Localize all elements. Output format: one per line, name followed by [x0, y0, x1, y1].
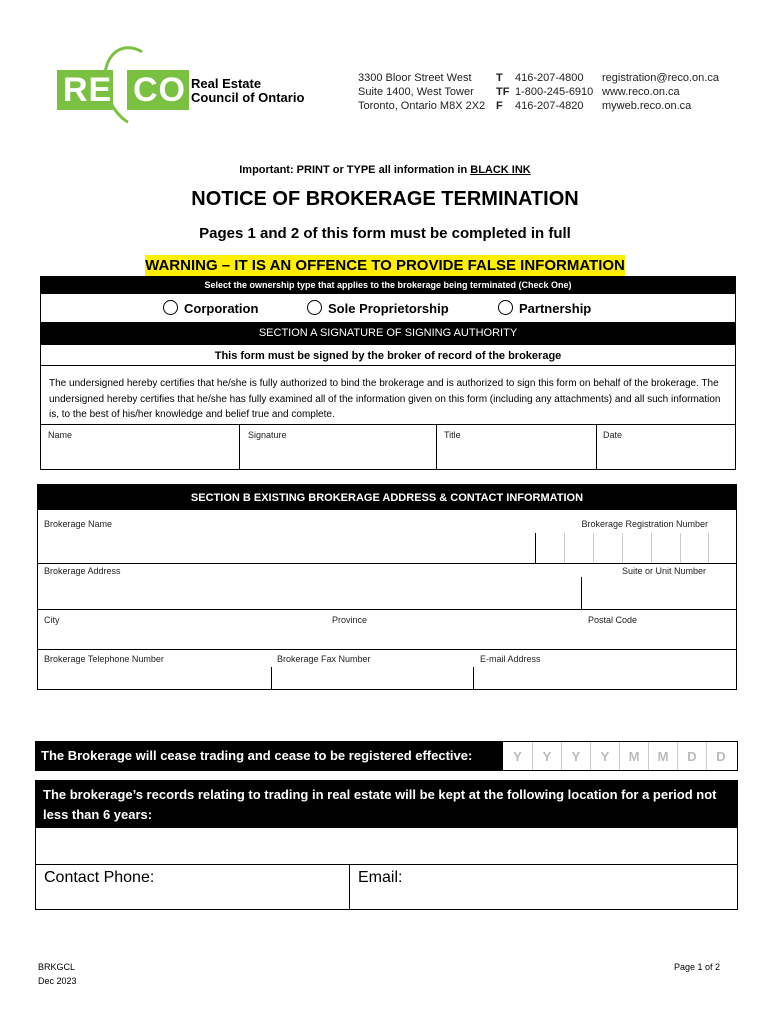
- divider: [436, 424, 437, 469]
- name-field[interactable]: Name: [48, 430, 73, 440]
- certification-block: [40, 366, 736, 470]
- date-day-cell[interactable]: D: [677, 742, 706, 770]
- postal-code-field[interactable]: Postal Code: [588, 615, 638, 625]
- phone-label: T: [496, 72, 503, 84]
- radio-corporation[interactable]: [163, 300, 258, 316]
- reg-digit-cell[interactable]: [622, 533, 651, 563]
- phone-label: TF: [496, 86, 510, 98]
- org-name-line1: Real Estate: [191, 76, 262, 91]
- divider: [36, 864, 737, 865]
- page-number: Page 1 of 2: [674, 962, 721, 972]
- date-year-cell[interactable]: Y: [513, 749, 522, 764]
- section-a-subheading: This form must be signed by the broker of record of the brokerage: [40, 344, 736, 366]
- radio-partnership[interactable]: [498, 300, 591, 316]
- radio-sole-proprietorship[interactable]: [307, 300, 449, 316]
- date-year-cell[interactable]: Y: [532, 742, 561, 770]
- form-code-text: BRKGCL: [38, 962, 76, 972]
- records-location-box: [35, 828, 738, 910]
- divider: [38, 563, 736, 564]
- org-name-line2: Council of Ontario: [191, 90, 305, 105]
- logo-text-re: RE: [57, 70, 113, 110]
- ownership-instruction: Select the ownership type that applies to the brokerage being terminated (Check One): [40, 276, 736, 294]
- address-line: Toronto, Ontario M8X 2X2: [358, 100, 486, 112]
- radio-circle-icon[interactable]: [307, 300, 322, 315]
- warning-banner: WARNING – IT IS AN OFFENCE TO PROVIDE FALSE INFORMATION: [145, 255, 625, 277]
- divider: [349, 864, 350, 909]
- form-title: NOTICE OF BROKERAGE TERMINATION: [191, 188, 579, 210]
- important-note: [0, 164, 770, 176]
- divider: [581, 577, 582, 609]
- radio-label: Corporation: [184, 301, 259, 316]
- logo-text-co: CO: [127, 70, 189, 110]
- email-field[interactable]: E-mail Address: [480, 654, 541, 664]
- black-ink: BLACK INK: [470, 164, 531, 176]
- ownership-options: [40, 294, 736, 322]
- reg-digit-cell[interactable]: [651, 533, 680, 563]
- records-location-label: The brokerage’s records relating to trading in real estate will be kept at the following location for a period not less than 6 years:: [35, 780, 738, 828]
- radio-label: Sole Proprietorship: [328, 301, 449, 316]
- email-contact: registration@reco.on.ca: [602, 72, 719, 84]
- effective-date-input[interactable]: [502, 741, 738, 771]
- date-year-cell[interactable]: Y: [590, 742, 619, 770]
- phone-number: 1-800-245-6910: [515, 86, 594, 98]
- section-b-box: [37, 484, 737, 690]
- phone-number: 416-207-4820: [515, 100, 584, 112]
- pages-note: Pages 1 and 2 of this form must be completed in full: [199, 225, 571, 242]
- brokerage-address-field[interactable]: Brokerage Address: [44, 566, 121, 576]
- radio-circle-icon[interactable]: [163, 300, 178, 315]
- divider: [38, 649, 736, 650]
- radio-label: Partnership: [519, 301, 592, 316]
- phone-number: 416-207-4800: [515, 72, 584, 84]
- divider: [41, 424, 735, 425]
- reg-digit-cell[interactable]: [593, 533, 622, 563]
- divider: [473, 667, 474, 689]
- org-name: [191, 77, 304, 105]
- effective-date-label: The Brokerage will cease trading and cease to be registered effective:: [35, 741, 502, 771]
- suite-field[interactable]: Suite or Unit Number: [621, 566, 706, 576]
- province-field[interactable]: Province: [332, 615, 368, 625]
- reg-digit-cell[interactable]: [680, 533, 709, 563]
- date-year-cell[interactable]: Y: [561, 742, 590, 770]
- radio-circle-icon[interactable]: [498, 300, 513, 315]
- divider: [596, 424, 597, 469]
- divider: [271, 667, 272, 689]
- divider: [38, 609, 736, 610]
- org-address: [358, 71, 485, 113]
- divider: [535, 533, 536, 563]
- reg-digit-cell[interactable]: [564, 533, 593, 563]
- date-month-cell[interactable]: M: [619, 742, 648, 770]
- phone-labels: [496, 71, 509, 113]
- brokerage-name-field[interactable]: Brokerage Name: [44, 519, 113, 529]
- web-contacts: [602, 71, 719, 113]
- address-line: 3300 Bloor Street West: [358, 72, 472, 84]
- reg-digit-cell[interactable]: [708, 533, 737, 563]
- phone-label: F: [496, 100, 503, 112]
- date-field[interactable]: Date: [603, 430, 623, 440]
- date-month-cell[interactable]: M: [648, 742, 677, 770]
- form-date-text: Dec 2023: [38, 976, 77, 986]
- phone-numbers: [515, 71, 593, 113]
- date-day-cell[interactable]: D: [706, 742, 735, 770]
- section-a-heading: SECTION A SIGNATURE OF SIGNING AUTHORITY: [40, 322, 736, 344]
- telephone-field[interactable]: Brokerage Telephone Number: [44, 654, 164, 664]
- records-email-field[interactable]: Email:: [358, 869, 403, 886]
- portal: myweb.reco.on.ca: [602, 100, 692, 112]
- website: www.reco.on.ca: [602, 86, 680, 98]
- important-text: Important: PRINT or TYPE all information in: [239, 164, 471, 176]
- address-line: Suite 1400, West Tower: [358, 86, 474, 98]
- registration-number-field[interactable]: Brokerage Registration Number: [581, 519, 708, 529]
- contact-phone-field[interactable]: Contact Phone:: [44, 869, 155, 886]
- divider: [239, 424, 240, 469]
- signature-field[interactable]: Signature: [248, 430, 287, 440]
- reco-logo: [55, 45, 310, 130]
- title-field[interactable]: Title: [444, 430, 461, 440]
- certification-text: The undersigned hereby certifies that he/she is fully authorized to bind the brokerage and is authorized to sign this form on behalf of the brokerage. The undersigned hereby certifies that he/she has fully examined all of the information given on this form (including any attachments) and all such information is, to the best of his/her knowledge and belief true and complete.: [49, 378, 721, 420]
- form-code: [38, 960, 77, 988]
- city-field[interactable]: City: [44, 615, 60, 625]
- section-b-heading: SECTION B EXISTING BROKERAGE ADDRESS & CONTACT INFORMATION: [37, 484, 737, 510]
- fax-field[interactable]: Brokerage Fax Number: [277, 654, 371, 664]
